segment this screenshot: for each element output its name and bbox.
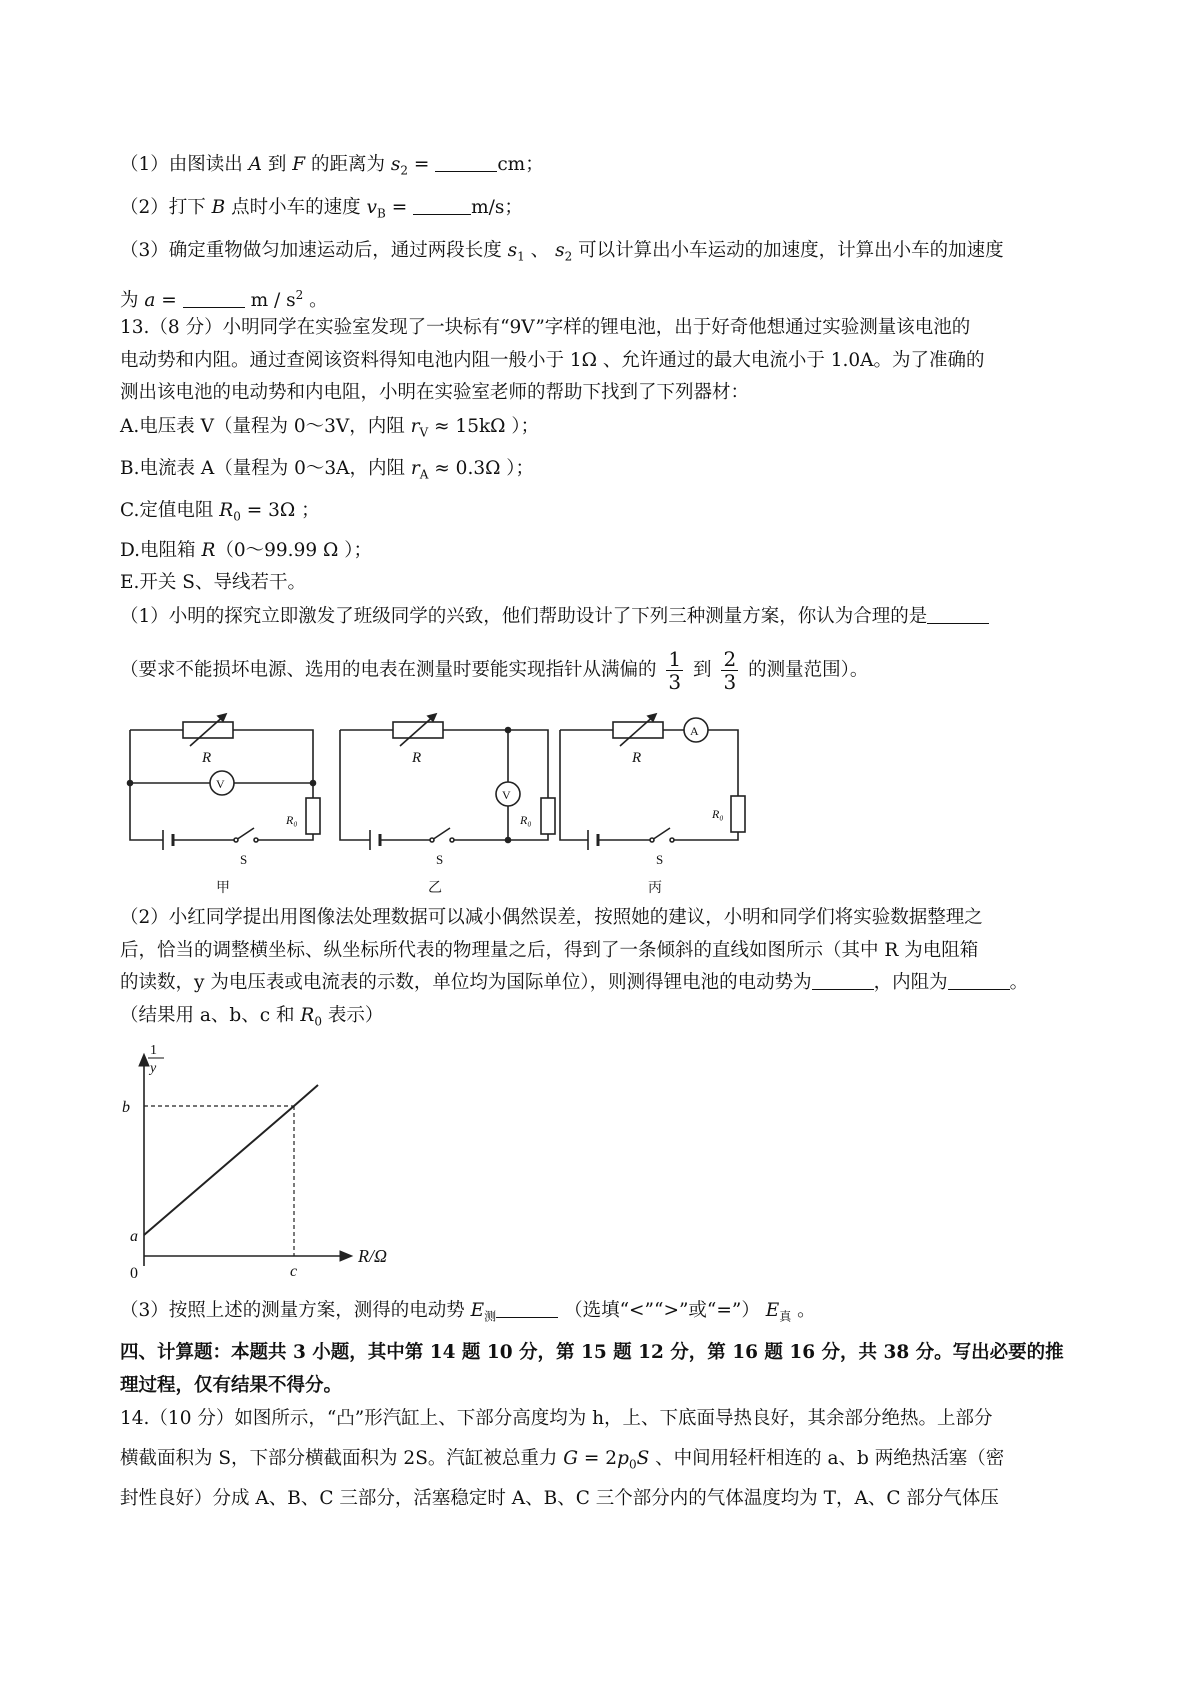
fraction-one-third: $\frac{1}{3}$ xyxy=(668,647,682,694)
a-intercept-label: a xyxy=(130,1228,138,1245)
circuit-diagrams xyxy=(108,708,768,898)
equipment-A: A.电压表 V（量程为 0～3V，内阻 $r_V \approx 15k\Omega$ ）； xyxy=(120,416,540,440)
c-tick-label: c xyxy=(290,1263,298,1280)
q14-line1: 14.（10 分）如图所示，“凸”形汽缸上、下部分高度均为 h，上、下底面导热良好，其余部分绝热。上部分 xyxy=(120,1408,993,1429)
q13-sub2-line3: 的读数，y 为电压表或电流表的示数，单位均为国际单位），则测得锂电池的电动势为 ，内阻为 。 xyxy=(120,972,1029,993)
q13-sub3: （3）按照上述的测量方案，测得的电动势 $E_测$ （选填“<”“>”或“=”） $E_真$ 。 xyxy=(120,1300,816,1324)
circuit-caption: 乙 xyxy=(428,881,442,896)
answer-blank xyxy=(927,605,989,624)
answer-blank xyxy=(812,971,874,990)
q12-part2: （2）打下 B 点时小车的速度 $v_B = m/s$； xyxy=(120,197,523,221)
circuit-yi xyxy=(340,714,555,850)
b-intercept-label: b xyxy=(122,1099,130,1116)
origin-label: 0 xyxy=(130,1265,138,1282)
answer-blank xyxy=(413,196,471,215)
fraction-two-thirds: $\frac{2}{3}$ xyxy=(723,647,737,694)
q13-sub1-line2: （要求不能损坏电源、选用的电表在测量时要能实现指针从满偏的 $\frac{1}{3}$ 到 $\frac{2}{3}$ 的测量范围）。 xyxy=(120,647,869,694)
equipment-B: B.电流表 A（量程为 0～3A，内阻 $r_A \approx 0.3\Omega$ ）； xyxy=(120,458,535,482)
switch-label: S xyxy=(240,852,248,867)
resistor-box-label: R xyxy=(412,750,422,766)
answer-blank xyxy=(496,1299,558,1318)
r0-label: R₀ xyxy=(520,813,532,827)
switch-label: S xyxy=(656,852,664,867)
switch-label: S xyxy=(436,852,444,867)
x-axis-label: R/Ω xyxy=(358,1246,388,1266)
equipment-C: C.定值电阻 $R_0 = 3\Omega$ ； xyxy=(120,500,320,524)
q14-line3: 封性良好）分成 A、B、C 三部分，活塞稳定时 A、B、C 三个部分内的气体温度均为 T，A、C 部分气体压 xyxy=(120,1488,999,1509)
q13-stem-line1: 13.（8 分）小明同学在实验室发现了一块标有“9V”字样的锂电池，出于好奇他想通过实验测量该电池的 xyxy=(120,317,971,338)
q13-stem-line2: 电动势和内阻。通过查阅该资料得知电池内阻一般小于 1Ω 、允许通过的最大电流小于 1.0A。为了准确的 xyxy=(120,350,985,371)
y-axis-label-denominator: y xyxy=(150,1061,157,1076)
resistor-box-label: R xyxy=(632,750,642,766)
circuit-caption: 甲 xyxy=(216,881,230,896)
q12-part1: （1）由图读出 A 到 F 的距离为 $s_2$ = cm； xyxy=(120,154,544,178)
answer-blank xyxy=(948,971,1010,990)
linear-graph xyxy=(108,1036,418,1286)
voltmeter-label: V xyxy=(502,788,511,802)
voltmeter-label: V xyxy=(216,777,225,791)
equipment-E: E.开关 S、导线若干。 xyxy=(120,572,306,593)
equipment-D: D.电阻箱 R（0～99.99 Ω ）； xyxy=(120,540,372,561)
fitted-line xyxy=(144,1106,294,1235)
q13-sub2-line4: （结果用 a、b、c 和 $R_0$ 表示） xyxy=(120,1005,384,1029)
answer-blank xyxy=(183,289,245,308)
circuit-caption: 丙 xyxy=(648,881,662,896)
q13-sub2-line1: （2）小红同学提出用图像法处理数据可以减小偶然误差，按照她的建议，小明和同学们将实验数据整理之 xyxy=(120,907,983,928)
r0-label: R₀ xyxy=(286,813,298,827)
resistor-box-label: R xyxy=(202,750,212,766)
q13-stem-line3: 测出该电池的电动势和内电阻，小明在实验室老师的帮助下找到了下列器材： xyxy=(120,382,750,403)
ammeter-label: A xyxy=(690,724,699,738)
q14-line2: 横截面积为 S，下部分横截面积为 2S。汽缸被总重力 $G = 2p_0S$ 、中间用轻杆相连的 a、b 两绝热活塞（密 xyxy=(120,1448,1005,1472)
y-axis-label-numerator: 1 xyxy=(150,1043,157,1058)
q12-part3-line1: （3）确定重物做匀加速运动后，通过两段长度 $s_1$ 、 $s_2$ 可以计算出小车运动的加速度，计算出小车的加速度 xyxy=(120,240,1004,264)
section-heading-line1: 四、计算题：本题共 3 小题，其中第 14 题 10 分，第 15 题 12 分，第 16 题 16 分，共 38 分。写出必要的推 xyxy=(120,1342,1064,1363)
section-heading-line2: 理过程，仅有结果不得分。 xyxy=(120,1375,343,1396)
q12-part3-line2: 为 $a = m / s^2$ 。 xyxy=(120,288,328,312)
q13-sub1-line1: （1）小明的探究立即激发了班级同学的兴致，他们帮助设计了下列三种测量方案，你认为合理的是 xyxy=(120,604,989,630)
q13-sub2-line2: 后，恰当的调整横坐标、纵坐标所代表的物理量之后，得到了一条倾斜的直线如图所示（其中 R 为电阻箱 xyxy=(120,940,979,961)
circuit-bing xyxy=(560,714,745,850)
r0-label: R₀ xyxy=(712,807,724,821)
answer-blank xyxy=(435,153,497,172)
